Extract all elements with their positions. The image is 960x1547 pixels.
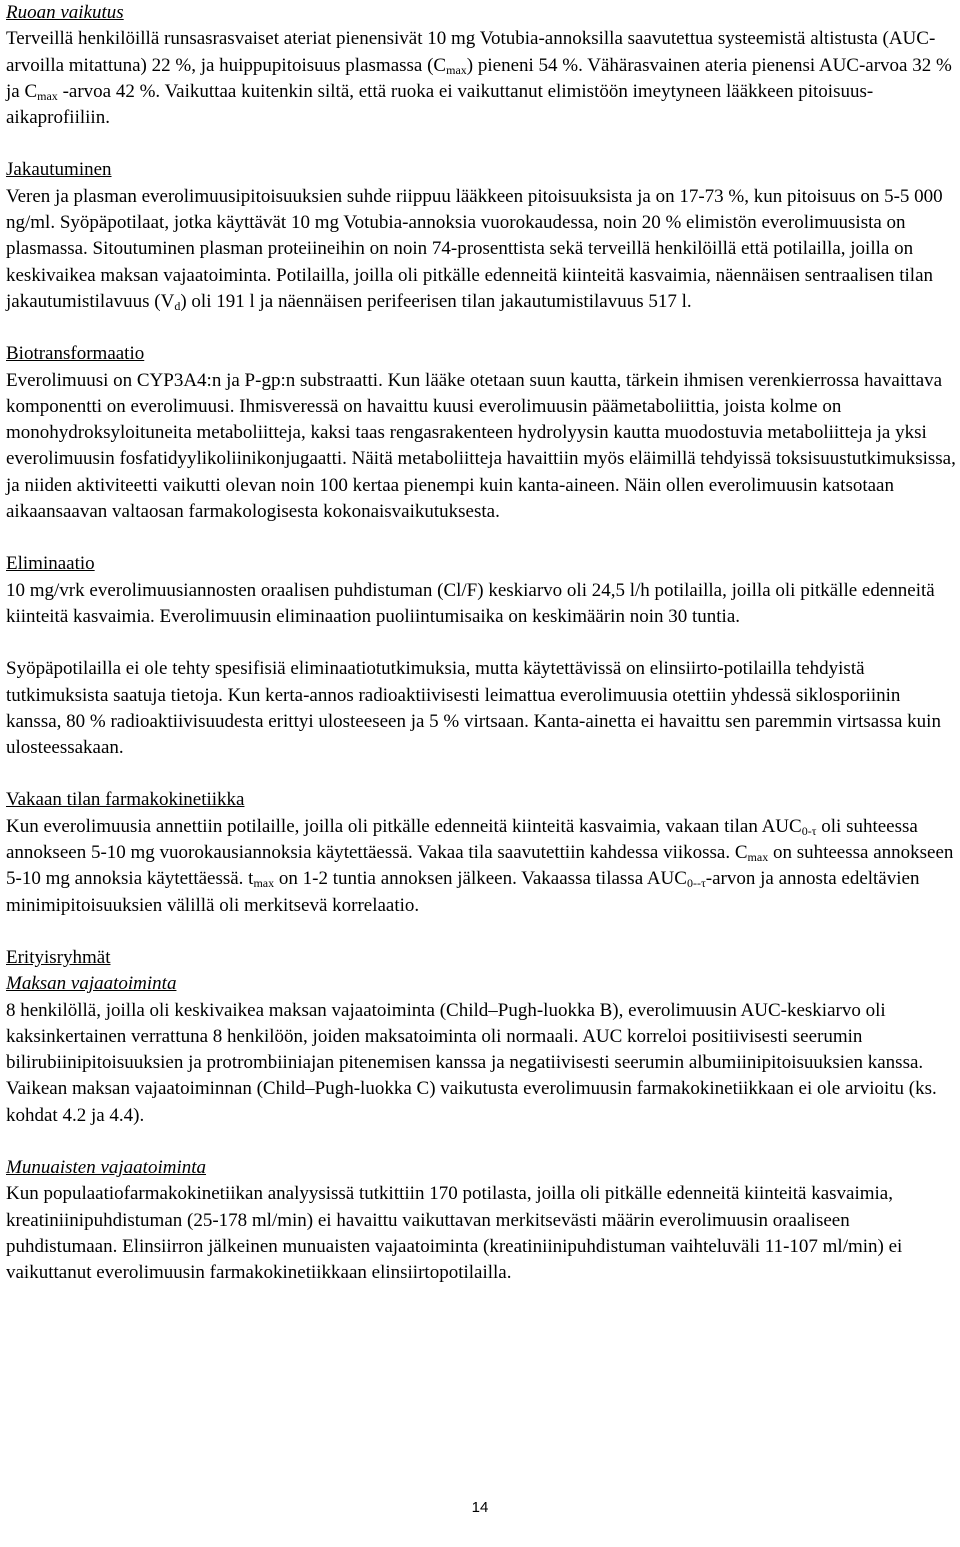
section-heading-vakaan-tilan: Vakaan tilan farmakokinetiikka [6, 789, 245, 811]
text-run: Kun everolimuusia annettiin potilaille, joilla oli pitkälle edenneitä kiinteitä kasvaimia, vakaan tilan AUC [6, 815, 802, 837]
subscript-max: max [446, 62, 467, 77]
paragraph-jakautuminen [6, 184, 956, 315]
text-run: -arvon ja annosta edeltävien minimipitoisuuksien välillä oli merkitsevä korrelaatio. [6, 868, 920, 916]
section-heading-ruoan-vaikutus: Ruoan vaikutus [6, 2, 124, 23]
section-vakaan-tilan [6, 787, 956, 918]
text-run: ) oli 191 l ja näennäisen perifeerisen tilan jakautumistilavuus 517 l. [180, 290, 692, 312]
text-run: on 1-2 tuntia annoksen jälkeen. Vakaassa tilassa AUC [274, 868, 687, 890]
subscript-cmax: max [747, 850, 769, 865]
section-heading-erityisryhmat: Erityisryhmät [6, 946, 111, 968]
text-run: Veren ja plasman everolimuusipitoisuuksien suhde riippuu lääkkeen pitoisuuksista ja on 17-73 %, kun pitoisuus on 5-5 000 ng/ml. Syöpäpotilaat, jotka käyttävät 10 mg Votubia-annoksia vuorokaudessa, noin 20 % elimistön everolimuusista on plasmassa. Sitoutuminen plasman proteiineihin on noin 74-prosenttista sekä terveillä henkilöillä että potilailla, joilla on keskivaikea maksan vajaatoiminta. Potilailla, joilla oli pitkälle edenneitä kiinteitä kasvaimia, näennäisen sentraalisen tilan jakautumistilavuus (V [6, 185, 943, 312]
subscript-auc: 0--τ [686, 876, 706, 891]
section-jakautuminen [6, 157, 956, 315]
paragraph-munuaisten-vajaatoiminta: Kun populaatiofarmakokinetiikan analyysissä tutkittiin 170 potilasta, joilla oli pitkälle edenneitä kiinteitä kasvaimia, kreatiniinipuhdistuman (25-178 ml/min) ei havaittu vaikuttavan merkitsevästi määrin everolimuusin oraaliseen puhdistumaan. Elinsiirron jälkeinen munuaisten vajaatoiminta (kreatiniinipuhdistuman vaihteluväli 11-107 ml/min) ei vaikuttanut everolimuusin farmakokinetiikkaan elinsiirtopotilailla. [6, 1183, 903, 1284]
subscript-max: max [37, 88, 58, 103]
section-biotransformaatio [6, 341, 956, 525]
section-erityisryhmat [6, 945, 956, 1287]
paragraph-eliminaatio-1: 10 mg/vrk everolimuusiannosten oraalisen puhdistuman (Cl/F) keskiarvo oli 24,5 l/h potilailla, joilla oli pitkälle edenneitä kiinteitä kasvaimia. Everolimuusin eliminaation puoliintumisaika on keskimäärin noin 30 tuntia. [6, 579, 935, 627]
paragraph-maksan-vajaatoiminta: 8 henkilöllä, joilla oli keskivaikea maksan vajaatoiminta (Child–Pugh-luokka B), everolimuusin AUC-keskiarvo oli kaksinkertainen verrattuna 8 henkilöön, joiden maksatoiminta oli normaali. AUC korreloi positiivisesti seerumin bilirubiinipitoisuuksien ja protrombiiniajan pitenemisen kanssa ja negatiivisesti seerumin albumiinipitoisuuksien kanssa. Vaikean maksan vajaatoiminnan (Child–Pugh-luokka C) vaikutusta everolimuusin farmakokinetiikkaan ei ole arvioitu (ks. kohdat 4.2 ja 4.4). [6, 999, 937, 1126]
paragraph-biotransformaatio: Everolimuusi on CYP3A4:n ja P-gp:n substraatti. Kun lääke otetaan suun kautta, tärkein ihmisen verenkierrossa havaittava komponentti on everolimuusi. Ihmisveressä on havaittu kuusi everolimuusin päämetaboliittia, joista kolme on monohydroksyloituneita metaboliitteja, kaksi taas rengasrakenteen hydrolyysin kautta muodostuvia metaboliitteja ja yksi everolimuusin fosfatidyylikoliinikonjugaatti. Näitä metaboliitteja havaittiin myös eläimillä tehdyissä toksisuustutkimuksissa, ja niiden aktiviteetti vaikutti olevan noin 100 kertaa pienempi kuin kanta-aineen. Näin ollen everolimuusin katsotaan aikaansaavan valtaosan farmakologisesta kokonaisvaikutuksesta. [6, 369, 956, 523]
text-run: -arvoa 42 %. Vaikuttaa kuitenkin siltä, että ruoka ei vaikuttanut elimistöön imeytyneen lääkkeen pitoisuus-aikaprofiiliin. [6, 80, 874, 129]
text-run: ) pieneni 54 %. Vähärasvainen ateria pienensi AUC-arvoa 32 % ja C [6, 54, 952, 102]
subscript-auc: 0-τ [801, 823, 817, 838]
page-number: 14 [471, 1499, 489, 1516]
subscript-tmax: max [253, 876, 275, 891]
text-run: oli suhteessa annokseen 5-10 mg vuorokausiannoksia käytettäessä. Vakaa tila saavutettiin kahdessa viikossa. C [6, 815, 918, 864]
section-ruoan-vaikutus [6, 0, 956, 131]
text-run: on suhteessa annokseen 5-10 mg annoksia käytettäessä. t [6, 842, 954, 890]
text-run: Terveillä henkilöillä runsasrasvaiset ateriat pienensivät 10 mg Votubia-annoksilla saavutettua systeemistä altistusta (AUC-arvoilla mitattuna) 22 %, ja huippupitoisuus plasmassa (C [6, 28, 936, 76]
subsection-heading-maksan-vajaatoiminta: Maksan vajaatoiminta [6, 973, 177, 995]
section-eliminaatio [6, 551, 956, 761]
document-body [6, 0, 956, 1286]
section-heading-eliminaatio: Eliminaatio [6, 553, 95, 575]
section-heading-biotransformaatio: Biotransformaatio [6, 343, 145, 365]
subscript-d: d [174, 298, 181, 313]
paragraph-vakaan-tilan [6, 814, 956, 919]
subsection-heading-munuaisten-vajaatoiminta: Munuaisten vajaatoiminta [6, 1156, 207, 1178]
paragraph-eliminaatio-2: Syöpäpotilailla ei ole tehty spesifisiä eliminaatiotutkimuksia, mutta käytettävissä on elinsiirto-potilailla tehdyistä tutkimuksista saatuja tietoja. Kun kerta-annos radioaktiivisesti leimattua everolimuusia otettiin yhdessä siklosporiinin kanssa, 80 % radioaktiivisuudesta erittyi ulosteeseen ja 5 % virtsaan. Kanta-ainetta ei havaittu sen paremmin virtsassa kuin ulosteessakaan. [6, 658, 941, 759]
paragraph-ruoan-vaikutus [6, 26, 956, 131]
section-heading-jakautuminen: Jakautuminen [6, 159, 112, 181]
